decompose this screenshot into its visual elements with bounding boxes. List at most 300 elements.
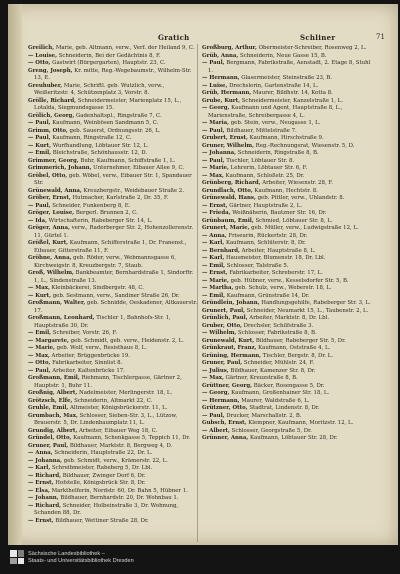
entry-text: geb. Röder, verw., Webmannsgasse 6, Kirchweigstr. 8, Kreuzbergstr. 7, Staub. (34, 255, 176, 269)
entry-name: Größel, Kurt, (28, 240, 69, 246)
directory-entry (202, 285, 376, 293)
entry-name: — Karl, (202, 255, 225, 261)
entry-text: Bleichstraße, Schönhausstr. 12, D. (52, 150, 148, 156)
entry-name: Grumbach, Max, (28, 412, 78, 419)
directory-entry (28, 428, 198, 436)
entry-name: Greilich, (28, 45, 55, 51)
directory-entry (202, 60, 376, 75)
entry-name: Grünewald, Anna, (28, 187, 82, 194)
entry-name: — Georg, (202, 390, 230, 396)
directory-entry (28, 158, 198, 166)
entry-name: — Emil, (28, 330, 52, 336)
directory-entry (202, 368, 376, 376)
entry-text: geb. Sestmann, verw., Sandiner Straße 26, Dr. (52, 292, 180, 299)
entry-text: Fabrikarbeiter, Schreberstr. 17, L. (229, 270, 323, 276)
directory-entry (28, 188, 198, 196)
directory-entry (202, 225, 376, 233)
directory-entry (202, 338, 376, 346)
entry-name: Großmann, Emil, (28, 375, 80, 381)
entry-name: Grundlach, Otto, (202, 187, 253, 194)
entry-text: Stadtrat, Lindenstr. 8, Dr. (249, 405, 320, 411)
entry-text: geb. Wolf, verw., Resisthaus 8, L. (56, 345, 147, 351)
entry-text: Handlungsgehilfe, Rabeberger Str. 3, L. (261, 300, 371, 306)
directory-entry (202, 383, 376, 391)
entry-text: Glasermeister, Steinstraße 23, B. (241, 75, 333, 81)
entry-name: — Marie, (202, 165, 229, 171)
directory-entry (28, 413, 198, 428)
directory-entry (28, 120, 198, 128)
left-column (28, 45, 198, 525)
entry-text: Gastwirt (Bürgergarten), Hauptstr. 23, C. (52, 60, 166, 66)
directory-entry (28, 465, 198, 473)
entry-name: — Hermann, (202, 397, 240, 404)
entry-text: Kaufmann, Weinbösen Sandmann 5, C. (52, 120, 159, 126)
entry-text: geb. Schmidt, verw., Krämerstr. 22, L. (63, 457, 168, 464)
entry-name: — Max, (28, 352, 50, 359)
directory-entry (28, 338, 198, 346)
entry-name: Gruner, Paul, (202, 360, 243, 366)
entry-name: Gröbel, Otto, (28, 172, 68, 179)
directory-entry (28, 435, 198, 443)
entry-name: — Max, (202, 172, 224, 179)
entry-text: Schneidermeister, Marienplatz 15, L., Lotalda, Siegmundsgasse 15. (34, 97, 182, 111)
directory-entry (28, 345, 198, 353)
directory-entry (28, 165, 198, 173)
entry-name: Gröger, Louise, (28, 210, 75, 216)
entry-text: geb. Schnidde, Oeskadener, Altkauerstr. 17. (34, 300, 198, 314)
directory-entry (28, 143, 198, 151)
directory-entry (28, 270, 198, 285)
directory-entry (202, 330, 376, 338)
entry-name: — Paul, (28, 135, 51, 141)
entry-name: Gruber, Otto, (202, 322, 242, 329)
entry-name: — Kurt, (28, 142, 51, 149)
entry-name: — Paul, (202, 60, 225, 66)
entry-name: — Elsa, (28, 487, 50, 494)
entry-text: Bildhauer, Mittelstraße 7. (226, 127, 297, 134)
entry-name: Grunert, Marie, (202, 225, 250, 231)
entry-text: Kaufmann, Schloßstr. 25, Dr. (225, 172, 305, 179)
directory-entry (28, 98, 198, 113)
directory-entry (202, 360, 376, 368)
entry-text: Kaufmann, Hirschstraße 9. (249, 135, 324, 141)
entry-text: Buhr, Kaufmann, Schiffstraße 1, L. (80, 157, 176, 164)
directory-entry (202, 413, 376, 421)
directory-entry (28, 285, 198, 293)
directory-entry (202, 315, 376, 323)
directory-entry (28, 45, 198, 53)
entry-text: Tischler, Löbtauer Str. 8. (226, 157, 295, 164)
entry-name: Gröger, Anna, (28, 225, 70, 231)
directory-entry (202, 353, 376, 361)
entry-text: Schneiderin, Ringstraße 8, B. (237, 150, 319, 156)
directory-entry (28, 315, 198, 330)
entry-text: Hutmacher, Karlstraße 2, Dr. 35, F. (72, 195, 169, 201)
entry-text: Kreuzbergstr., Weidebauer Straße 2. (83, 187, 184, 194)
directory-entry (28, 450, 198, 458)
entry-text: Schreibmeister, Rabeberg 5, Dr. Lbl. (51, 465, 153, 471)
entry-text: Arbeiter, Marktstr. 8, Dr. Lbl. (249, 315, 330, 321)
directory-entry (28, 375, 198, 390)
entry-text: Schreiber, Vorstr. 26, F. (52, 330, 117, 336)
library-footer (0, 546, 400, 574)
entry-name: Greng, Joseph, (28, 67, 73, 74)
entry-name: — Julius, (202, 367, 229, 374)
entry-name: — Wilhelm, (202, 330, 237, 336)
page-gutter (8, 4, 22, 545)
directory-entry (202, 293, 376, 301)
entry-text: Bildhauer, Kamenzer Str. 8, Dr. (230, 367, 316, 374)
directory-entry (202, 98, 376, 106)
entry-name: Grimmerich, Johann, (28, 165, 92, 171)
entry-name: Grölich, Georg, (28, 112, 75, 119)
page-number: 71 (376, 33, 385, 41)
entry-name: — Max, (202, 375, 224, 381)
entry-name: — Paul, (202, 127, 225, 134)
entry-text: Bildhauer, Marktstr. 8, Bergweg 4, D. (69, 442, 173, 449)
entry-text: Gärtner, Kreuzstraße 8, B. (225, 375, 298, 381)
directory-entry (28, 113, 198, 121)
entry-text: Schneiderin, Bei der Gedächtnis 8, F. (58, 52, 161, 59)
directory-entry (28, 368, 198, 376)
column-divider (197, 44, 198, 542)
entry-text: Schlosser, Georgstraße 5, Dr. (231, 427, 312, 434)
entry-text: Kleinbäckerei, Sindbergstr. 48, C. (51, 285, 145, 291)
entry-text: Kaufmann, Löbtauer Str. 28, Dr. (249, 435, 338, 441)
directory-entry (28, 225, 198, 240)
directory-entry (202, 143, 376, 151)
directory-entry (28, 458, 198, 466)
directory-entry (202, 240, 376, 248)
running-head-left: Gratich (158, 33, 190, 42)
entry-name: — Ernst, (28, 517, 54, 524)
entry-name: Greuhuber, (28, 82, 63, 89)
directory-entry (202, 270, 376, 278)
entry-name: Grützner, Otto, (202, 405, 248, 411)
entry-text: Drechsler, Schilfstraße 3. (243, 322, 314, 329)
entry-name: — Johanna, (202, 150, 237, 156)
entry-name: — Richard, (28, 472, 61, 479)
entry-name: Gründlein, Johann, (202, 300, 260, 306)
entry-text: Schneider, Holbeinstraße 3, Dr. Wohnung, Schanden 88, Dr. (34, 502, 179, 516)
directory-entry (202, 300, 376, 308)
entry-name: Grimmer, Georg, (28, 157, 79, 164)
entry-name: — Karl, (28, 465, 51, 471)
directory-entry (28, 240, 198, 255)
entry-text: Schneider, Neumarkt 15, L., Taubenstr. 2, L. (246, 307, 369, 314)
entry-text: Reg.-Rechnungsrat, Wiesenstr. 5, D. (255, 142, 355, 149)
entry-text: Wurfhandlung, Löbtauer Str. 12, L. (52, 142, 149, 149)
directory-entry (202, 248, 376, 256)
directory-entry (28, 300, 198, 315)
entry-text: Weißnäherin, Bautzner Str. 16, Dr. (232, 210, 327, 216)
entry-text: geb. Wöbel, verw., Eibauer Str. 1, Spandauer Str. (34, 172, 192, 186)
entry-name: Grüttner, Georg, (202, 382, 253, 389)
directory-entry (202, 135, 376, 143)
entry-text: Bäcker, Rosengasse 5, Dr. (253, 382, 325, 389)
entry-text: Marie, geb. Altmann, verw., Verf. der Heiland 9, C. (55, 45, 195, 51)
entry-name: — Marie, (28, 345, 55, 351)
entry-name: — Margarete, (28, 337, 69, 344)
entry-text: Altmeister, Königsbrückerstr. 11, L. (70, 405, 168, 411)
entry-name: — Max, (28, 285, 50, 291)
entry-name: — Otto, (28, 60, 51, 66)
directory-entry (28, 173, 198, 188)
directory-entry (202, 45, 376, 53)
entry-name: Grötzsch, Elfe, (28, 397, 73, 404)
entry-name: — Ernst, (202, 202, 228, 209)
entry-name: — Paul, (202, 157, 225, 164)
entry-text: Schneiderin, Altmarkt 22, C. (74, 397, 153, 404)
entry-name: — Anna, (28, 450, 53, 456)
entry-name: Grüb, Hermann, (202, 90, 252, 96)
directory-entry (202, 173, 376, 181)
entry-name: Gröber, Ernst, (28, 195, 71, 201)
directory-entry (202, 255, 376, 263)
entry-name: Grubert, Ernst, (202, 135, 248, 141)
entry-name: — Johann, (28, 495, 59, 501)
entry-name: — Luise, (202, 82, 228, 89)
directory-entry (28, 255, 198, 270)
directory-entry (202, 150, 376, 158)
entry-text: Drucker, Marschallstr. 2, B. (226, 412, 302, 419)
library-logo-icon (10, 550, 24, 564)
entry-name: — Paul, (28, 367, 51, 374)
entry-text: Bildhauer, Bernhardstr. 20, Dr. Wohnbau 1. (60, 495, 179, 501)
entry-name: Gruner, Paul, (28, 442, 69, 449)
entry-text: Bankbeamter, Bernhardstraße 1, Sindorftr. 1, L., Sindenstraße 13. (34, 270, 194, 284)
entry-name: — Richard, (28, 502, 61, 509)
entry-text: Schneiderin, Hauptstraße 22, Dr. L. (54, 450, 153, 456)
entry-text: Kaufmann, Schifferstraße 1, Dr. Franenst., Eibauer, Gitterstraße 11, F. (34, 240, 187, 254)
entry-name: Großburg, Arthur, (202, 45, 257, 51)
entry-text: geb. Müller, verw., Ludwigstraße 12, L. (251, 225, 359, 231)
directory-entry (202, 435, 376, 443)
entry-text: Kaufmann, Großenhainer Str. 18, L. (231, 390, 330, 396)
directory-entry (202, 120, 376, 128)
footer-library-name: Sächsische Landesbibliothek – (28, 551, 105, 557)
directory-entry (28, 53, 198, 61)
entry-name: — Emil, (202, 262, 226, 269)
entry-text: Hausmeister, Blumenstr. 18, Dr. Lbl. (225, 255, 326, 261)
entry-text: Kaufmann, Schenkgasse 5, Teppich 11, Dr. (73, 435, 191, 441)
directory-entry (28, 83, 198, 98)
directory-entry (202, 90, 376, 98)
entry-text: Arbeiter, Brüggenbrücke 19. (51, 352, 130, 359)
directory-entry (202, 233, 376, 241)
entry-name: Grundig, Albert, (28, 427, 78, 434)
directory-entry (202, 308, 376, 316)
entry-name: — Kurt, (28, 292, 51, 299)
directory-entry (202, 158, 376, 166)
entry-name: Gründel, Otto, (28, 435, 72, 441)
directory-entry (202, 345, 376, 353)
entry-name: Grube, Kurt, (202, 97, 241, 104)
entry-text: Gärtner, Hauptstraße 2, L. (229, 202, 302, 209)
entry-text: Gadenhaltspl., Ringstraße 7, C. (75, 112, 162, 119)
directory-entry (202, 128, 376, 136)
entry-name: — Johanna, (28, 457, 63, 464)
directory-entry (28, 353, 198, 361)
entry-name: Grünner, Anna, (202, 435, 249, 441)
entry-text: Schlosser, Sieben-Str. 3, L., Lützow, Brauerstr. 5, Dr. Lindenbaumplatz 11, L. (34, 412, 178, 426)
entry-text: Kaufmann, Ringstraße 12, C. (52, 135, 132, 141)
directory-entry (28, 68, 198, 83)
entry-text: Schneidermeister, Kanzelstraße 1, L. (241, 97, 343, 104)
directory-entry (202, 405, 376, 413)
entry-text: Lehrerin, Löbtauer Str. 6, F. (230, 165, 308, 171)
entry-text: Bergmann, Fabrikstraße, Aenstadt, 2. Etage 8, Stuhl 1. (208, 60, 371, 74)
directory-entry (202, 83, 376, 91)
directory-entry (28, 135, 198, 143)
entry-name: Grünbaum, Emil, (202, 217, 254, 224)
entry-name: — Hermann, (202, 75, 240, 81)
directory-entry (202, 218, 376, 226)
entry-name: Grünberg, Richard, (202, 180, 261, 186)
entry-text: Markthelferin, Nordstr. 60, Dr. Bahn 5, Hübner 1. (51, 487, 188, 494)
entry-name: — Georg, (202, 105, 230, 111)
entry-name: — Emil, (28, 150, 52, 156)
entry-name: — Maria, (202, 120, 229, 126)
entry-name: — Frieda, (202, 210, 231, 216)
directory-entry (202, 210, 376, 218)
entry-name: Grüning, Hermann, (202, 352, 262, 359)
entry-name: — Bernhard, (202, 247, 240, 254)
entry-name: Grölle, Richard, (28, 97, 77, 104)
entry-name: Grimm, Otto, (28, 127, 68, 134)
entry-name: — Anna, (202, 232, 227, 239)
entry-text: Schneider, Funkenberg 8, E. (52, 202, 131, 209)
directory-entry (28, 495, 198, 503)
entry-name: Gruhle, Emil, (28, 405, 69, 411)
entry-name: Gröhne, Anna, (28, 255, 72, 261)
entry-name: — Ida, (28, 217, 47, 224)
entry-text: verw., Raderberger Str. 2, Hohenzollerenstr. 11, Gürtel 1. (34, 225, 194, 239)
directory-entry (28, 390, 198, 398)
directory-entry (202, 428, 376, 436)
footer-library-subtitle: Staats- und Universitätsbibliothek Dresden (28, 558, 134, 564)
directory-entry (28, 398, 198, 406)
entry-name: Grunewald, Kurt, (202, 337, 255, 344)
entry-text: Kaufmann, Grünstraße 14, Dr. (226, 292, 310, 299)
entry-text: geb. Stein, verw., Neugasse 1, L. (230, 120, 321, 126)
entry-name: — Ernst, (28, 480, 54, 486)
entry-text: geb. Pittler, verw., Uhlandstr. 8. (257, 195, 345, 201)
directory-entry (28, 195, 198, 203)
entry-text: Klempner, Kaufmann, Moritzstr. 12, L. (248, 420, 354, 426)
directory-entry (28, 293, 198, 301)
running-head-right: Schliner (300, 33, 336, 42)
entry-text: Hofstelle, Königsbrück Str. 8, Dr. (55, 480, 146, 486)
entry-text: geb. Schulz, verw., Weberstr. 18, L. (235, 285, 332, 291)
directory-entry (202, 105, 376, 120)
entry-name: — Albert, (202, 427, 230, 434)
entry-name: — Paul, (202, 412, 225, 419)
entry-name: Gruner, Wilhelm, (202, 142, 254, 149)
directory-entry (28, 443, 198, 451)
entry-text: Unternehmer, Eibauer Allee 9, C. (93, 165, 185, 171)
entry-text: Schneiderin, Neue Gasse 15, B. (240, 52, 327, 59)
entry-name: Großnig, Albert, (28, 390, 78, 396)
entry-name: — Marie, (202, 277, 229, 284)
directory-entry (202, 165, 376, 173)
entry-name: Grunert, Paul, (202, 307, 246, 314)
entry-text: Arbeiter, Hauptstraße 8, L. (241, 247, 316, 254)
directory-entry (202, 390, 376, 398)
directory-entry (202, 263, 376, 271)
directory-entry (202, 375, 376, 383)
entry-name: — Paul, (28, 202, 51, 209)
entry-text: Maurer, Bildhstr. 14, Kotta 8. (252, 90, 333, 96)
entry-name: Gubsch, Ernst, (202, 420, 247, 426)
directory-entry (202, 75, 376, 83)
entry-text: Nadelmeister, Merlingerstr. 18, L. (78, 390, 173, 396)
directory-entry (28, 60, 198, 68)
directory-entry (28, 218, 198, 226)
entry-name: Grünlich, Paul, (202, 315, 248, 321)
entry-name: — Otto, (28, 360, 51, 366)
entry-text: Marie, Schriftl. geb. Wutzlich, verw., Weißeritzstr. 4, Schützenplatz 3, Vorstr. 8. (34, 82, 165, 96)
entry-name: Großmann, Leonhard, (28, 315, 95, 321)
entry-text: Arbeiter, Wiesenstr. 28, F. (262, 180, 333, 186)
entry-text: Arbeiter, Eibauer Weg 18, C. (78, 427, 158, 434)
directory-entry (28, 330, 198, 338)
directory-entry (28, 488, 198, 496)
directory-entry (202, 323, 376, 331)
directory-entry (28, 128, 198, 136)
directory-entry (28, 405, 198, 413)
directory-entry (202, 188, 376, 196)
directory-entry (28, 473, 198, 481)
entry-text: Bildhauer, Zwinger Dorf 6, Dr. (62, 472, 146, 479)
entry-text: Kaufmann, Hechtstr. 8. (254, 187, 318, 194)
entry-name: — Paul, (28, 120, 51, 126)
entry-name: — Martha, (202, 285, 234, 291)
entry-name: — Emil, (202, 292, 226, 299)
entry-name: — Louise, (28, 52, 57, 59)
entry-text: Riehmann, Tischlergasse, Gärtner 2, Hauptstr. 1, Buhr 11. (34, 375, 182, 389)
directory-entry (202, 398, 376, 406)
entry-text: Kaufmann, Oststraße 4, L. (258, 345, 331, 351)
entry-text: Drechslerin, Gartenstraße 14, L. (229, 82, 319, 89)
entry-text: Kaufmann und Agent, Hauptstraße 8, L., Marienstraße, Schreibergasse 4, L. (208, 105, 343, 119)
entry-text: Schlosser, Talstraße 5. (226, 262, 289, 269)
directory-entry (202, 53, 376, 61)
entry-name: Grünkraut, Franz, (202, 345, 257, 351)
entry-name: Grüb, Anna, (202, 52, 239, 59)
directory-entry (28, 503, 198, 518)
directory-entry (202, 420, 376, 428)
entry-text: geb. Hübner, verw., Kesselsdorfer Str. 5, B. (230, 277, 349, 284)
entry-text: Kaufmann, Schlüterstr. 8, Dr. (225, 240, 306, 246)
directory-entry (202, 195, 376, 203)
entry-text: Schneider, Mühlstr. 24, F. (243, 360, 314, 366)
entry-text: Arbeiter, Kaltenbrücke 17. (52, 367, 125, 374)
directory-entry (28, 210, 198, 218)
entry-text: Schmied, Löbtauer Str. 8, L. (255, 217, 333, 224)
entry-text: Tischler, Bergstr. 8, Dr. L. (262, 352, 334, 359)
entry-name: Grünewald, Hans, (202, 195, 256, 201)
directory-page (8, 4, 398, 545)
entry-text: Bildhauer, Wettiner Straße 28, Dr. (55, 517, 149, 524)
entry-text: Maurer, Waldstraße 6, L. (241, 397, 310, 404)
entry-text: Tischler 1, Bahnhofs-Str. 1, Hauptstraße 30, Dr. (34, 315, 171, 329)
entry-text: geb. Schmidt, geb. verw., Heidenstr. 2, L. (70, 337, 184, 344)
directory-entry (28, 518, 198, 526)
entry-text: Obermeister-Schreiber, Rosenweg 2, L. (258, 45, 367, 51)
entry-text: Kr. mitte, Reg.-Wegebaumstr., Wilhelm-Str. 13, E. (34, 67, 192, 81)
directory-entry (28, 480, 198, 488)
